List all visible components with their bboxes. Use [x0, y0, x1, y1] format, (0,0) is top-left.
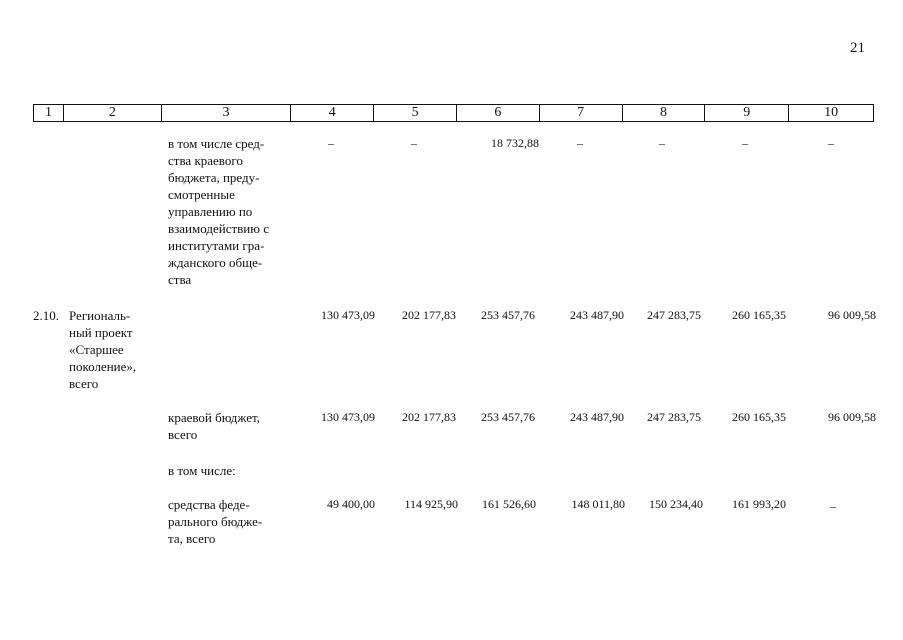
table-cell: 247 283,75 [647, 308, 701, 322]
table-cell: 243 487,90 [570, 410, 624, 424]
table-row-desc: в том числе: [168, 463, 236, 478]
header-col-4: 4 [290, 105, 373, 121]
table-cell: – [411, 136, 417, 150]
table-row-desc: в том числе сред- ства краевого бюджета, преду- смотренные управлению по взаимодействию с институтами гра- жданского обще- ства [168, 136, 269, 287]
header-col-3: 3 [161, 105, 291, 121]
table-cell: 243 487,90 [570, 308, 624, 322]
table-cell: – [830, 499, 836, 513]
table-cell: 130 473,09 [321, 410, 375, 424]
header-col-5: 5 [373, 105, 456, 121]
header-col-1: 1 [44, 105, 52, 120]
table-cell: 130 473,09 [321, 308, 375, 322]
table-cell: 96 009,58 [828, 308, 876, 322]
table-cell: 49 400,00 [327, 497, 375, 511]
table-cell: 253 457,76 [481, 410, 535, 424]
table-cell: 161 526,60 [482, 497, 536, 511]
table-cell: 96 009,58 [828, 410, 876, 424]
table-row-desc: краевой бюджет, всего [168, 410, 260, 442]
table-cell: – [328, 136, 334, 150]
header-col-8: 8 [622, 105, 705, 121]
table-cell: 150 234,40 [649, 497, 703, 511]
page-number: 21 [850, 40, 865, 56]
table-cell: – [577, 136, 583, 150]
header-col-9: 9 [704, 105, 788, 121]
table-cell: 161 993,20 [732, 497, 786, 511]
table-cell: 114 925,90 [404, 497, 458, 511]
table-cell: 253 457,76 [481, 308, 535, 322]
table-cell: – [742, 136, 748, 150]
row-number: 2.10. [33, 308, 59, 323]
header-col-6: 6 [456, 105, 539, 121]
table-cell: 260 165,35 [732, 410, 786, 424]
table-cell: 260 165,35 [732, 308, 786, 322]
table-row-desc: средства феде- рального бюдже- та, всего [168, 497, 263, 546]
table-cell: 18 732,88 [491, 136, 539, 150]
header-col-2: 2 [63, 105, 161, 121]
table-cell: 247 283,75 [647, 410, 701, 424]
table-cell: – [659, 136, 665, 150]
table-cell: 202 177,83 [402, 308, 456, 322]
header-col-7: 7 [539, 105, 622, 121]
table-cell: 202 177,83 [402, 410, 456, 424]
table-header-row [33, 104, 874, 122]
header-col-10: 10 [788, 105, 873, 121]
table-row-name: Региональ- ный проект «Старшее поколение», всего [69, 308, 137, 391]
table-cell: 148 011,80 [571, 497, 625, 511]
table-cell: – [828, 136, 834, 150]
